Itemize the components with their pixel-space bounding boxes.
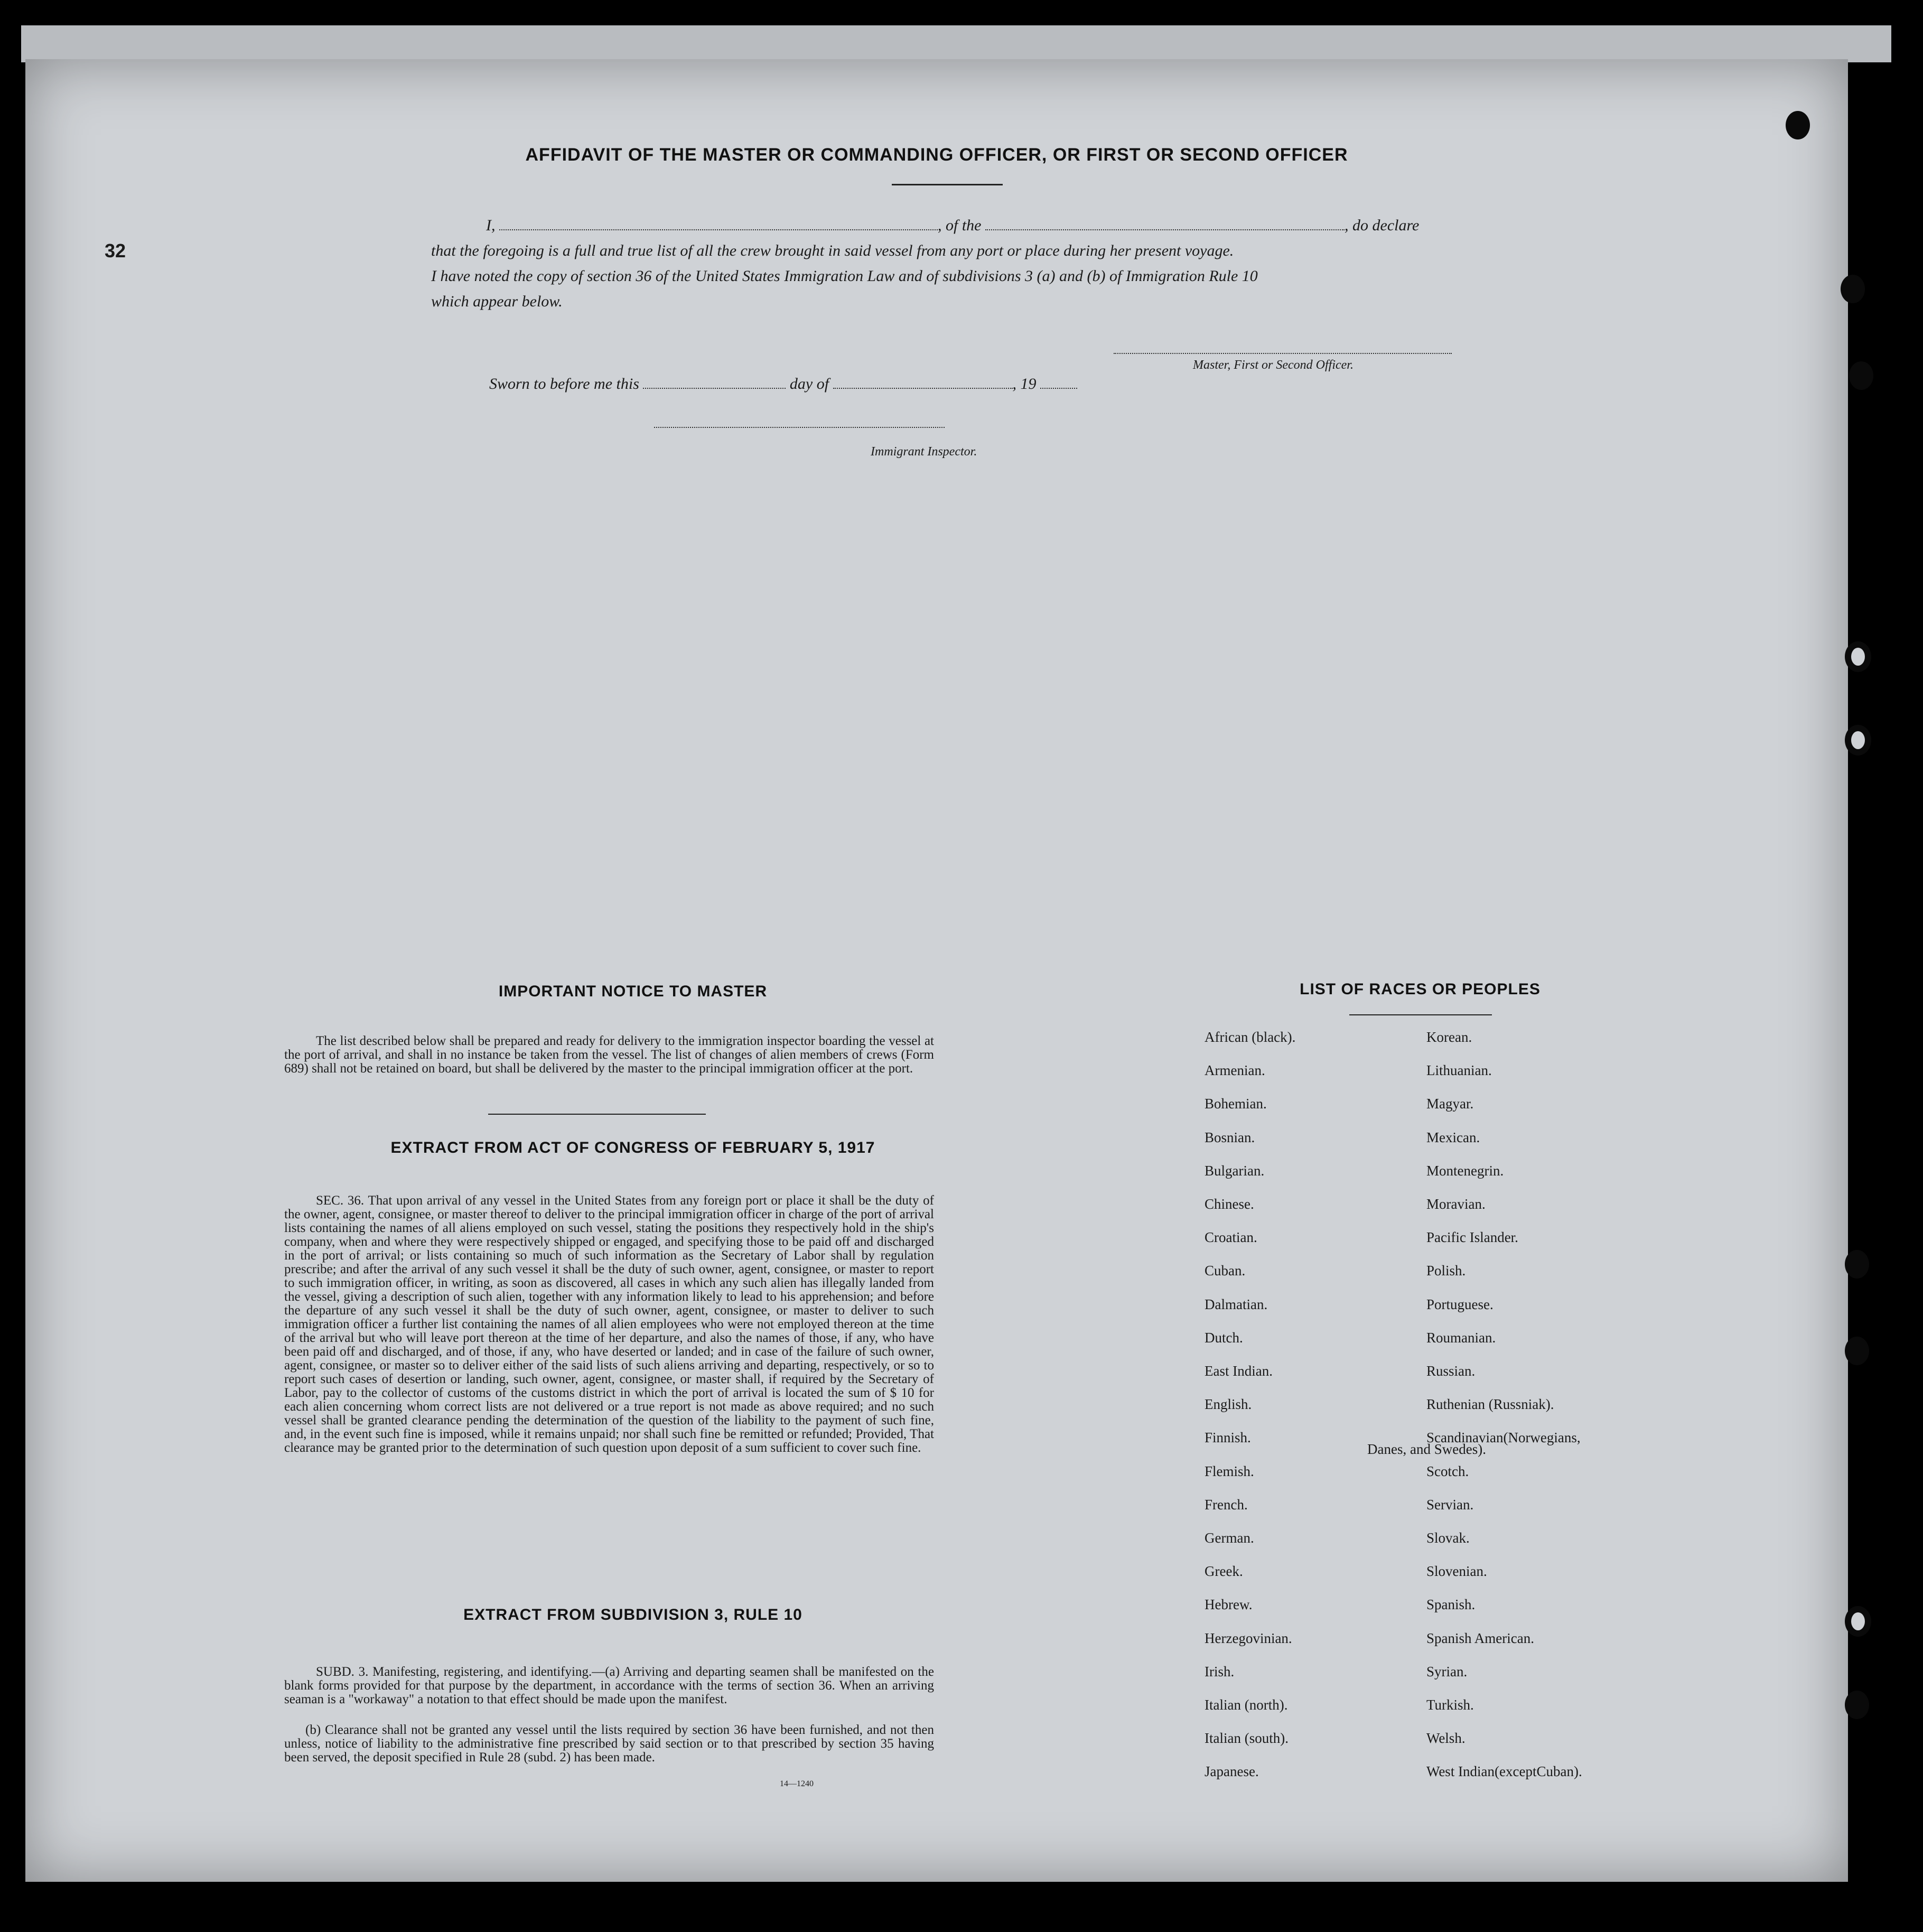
sworn-day-field[interactable] <box>643 377 786 389</box>
act-title: EXTRACT FROM ACT OF CONGRESS OF FEBRUARY 5, 1917 <box>390 1139 875 1156</box>
punch-hole-ring <box>1845 641 1871 672</box>
inspector-signature-line[interactable] <box>654 427 945 428</box>
race-item-continuation: Danes, and Swedes). <box>1367 1441 1486 1457</box>
signature-label: Master, First or Second Officer. <box>1193 358 1353 372</box>
race-item: German. <box>1205 1530 1254 1546</box>
race-item: Ruthenian (Russniak). <box>1426 1396 1554 1413</box>
race-item: Chinese. <box>1205 1196 1254 1212</box>
race-item: Slovak. <box>1426 1530 1470 1546</box>
punch-hole <box>1845 1337 1869 1365</box>
declare-suffix: , do declare <box>1345 217 1420 234</box>
punch-hole <box>1786 111 1810 139</box>
race-item: English. <box>1205 1396 1252 1413</box>
race-item: Moravian. <box>1426 1196 1486 1212</box>
race-item: Slovenian. <box>1426 1563 1487 1580</box>
race-item: Bulgarian. <box>1205 1162 1265 1179</box>
affidavit-line4: which appear below. <box>431 293 563 310</box>
rule-text-a: SUBD. 3. Manifesting, registering, and identifying.—(a) Arriving and departing seamen shall be manifested on the blank forms provided for that purpose by the department, in accordance with the terms of section 36. When an arriving seaman is a "workaway" a notation to that effect should be made upon the manifest. <box>284 1665 934 1706</box>
race-item: Mexican. <box>1426 1129 1480 1145</box>
sworn-day-label: day of <box>789 375 829 393</box>
race-item: Spanish. <box>1426 1597 1476 1613</box>
page-edge-strip <box>21 25 1891 62</box>
race-item: Italian (south). <box>1205 1730 1289 1747</box>
race-item: Scotch. <box>1426 1463 1469 1479</box>
title-divider <box>892 184 1003 185</box>
declarant-name-field[interactable] <box>499 219 938 230</box>
punch-hole <box>1841 275 1865 303</box>
document-sheet <box>25 59 1848 1882</box>
races-divider <box>1349 1014 1492 1015</box>
signature-line[interactable] <box>1114 353 1452 354</box>
rule-text-b: (b) Clearance shall not be granted any vessel until the lists required by section 36 have been furnished, and not then unless, notice of liability to the administrative fine prescribed by said section or to that prescribed by section 35 having been served, the deposit specified in Rule 28 (subd. 2) has been made. <box>284 1723 934 1765</box>
act-text: SEC. 36. That upon arrival of any vessel in the United States from any foreign port or place it shall be the duty of the owner, agent, consignee, or master thereof to deliver to the principal immigration officer in charge of the port of arrival lists containing the names of all aliens employed on such vessel, stating the positions they respectively hold in the ship's company, when and where they were respectively shipped or engaged, and specifying those to be paid off and discharged in the port of arrival; or lists containing so much of such information as the Secretary of Labor shall by regulation prescribe; and after the arrival of any such vessel it shall be the duty of such owner, agent, consignee, or master to report to such immigration officer, in writing, as soon as discovered, all cases in which any such alien has illegally landed from the vessel, giving a description of such alien, together with any information likely to lead to his apprehension; and before the departure of any such vessel it shall be the duty of such owner, agent, consignee, or master to deliver to such immigration officer a further list containing the names of all alien employees who were not employed thereon at the time of the arrival but who will leave port thereon at the time of her departure, and also the names of those, if any, who have been paid off and discharged, and of those, if any, who have deserted or landed; and in case of the failure of such owner, agent, consignee, or master so to deliver either of the said lists of such aliens arriving and departing, respectively, or so to report such cases of desertion or landing, such owner, agent, consignee, or master shall, if required by the Secretary of Labor, pay to the collector of customs of the customs district in which the port of arrival is located the sum of $ 10 for each alien concerning whom correct lists are not delivered or a true report is not made as above required; and no such vessel shall be granted clearance pending the determination of the question of the liability to the payment of such fine, and, in the event such fine is imposed, while it remains unpaid; nor shall such fine be remitted or refunded; Provided, That clearance may be granted prior to the determination of such question upon deposit of a sum sufficient to cover such fine. <box>284 1193 934 1455</box>
race-item: Pacific Islander. <box>1426 1229 1518 1246</box>
race-item: Hebrew. <box>1205 1597 1253 1613</box>
race-item: Croatian. <box>1205 1229 1257 1246</box>
notice-title: IMPORTANT NOTICE TO MASTER <box>498 983 768 1000</box>
race-item: East Indian. <box>1205 1363 1273 1379</box>
punch-hole <box>1845 1691 1869 1719</box>
race-item: Turkish. <box>1426 1697 1474 1713</box>
sworn-prefix: Sworn to before me this <box>489 375 639 393</box>
sworn-line <box>489 375 1077 393</box>
notice-divider <box>488 1114 706 1115</box>
race-item: French. <box>1205 1496 1248 1513</box>
sworn-year-field[interactable] <box>1040 377 1077 389</box>
race-item: Syrian. <box>1426 1663 1468 1679</box>
race-item: Montenegrin. <box>1426 1162 1504 1179</box>
race-item: Greek. <box>1205 1563 1243 1580</box>
race-item: African (black). <box>1205 1029 1296 1045</box>
race-item: Bosnian. <box>1205 1129 1255 1145</box>
race-item: Irish. <box>1205 1663 1235 1679</box>
race-item: Japanese. <box>1205 1763 1259 1780</box>
race-item: Roumanian. <box>1426 1329 1496 1346</box>
race-item: Servian. <box>1426 1496 1474 1513</box>
race-item: Cuban. <box>1205 1263 1246 1279</box>
sworn-month-field[interactable] <box>833 377 1013 389</box>
race-item: Magyar. <box>1426 1096 1474 1112</box>
vessel-name-field[interactable] <box>985 219 1345 230</box>
margin-number: 32 <box>105 240 126 262</box>
punch-hole-ring <box>1845 1606 1871 1637</box>
race-item: Polish. <box>1426 1263 1466 1279</box>
race-item: Armenian. <box>1205 1062 1265 1079</box>
race-item: Flemish. <box>1205 1463 1254 1479</box>
race-item: Bohemian. <box>1205 1096 1267 1112</box>
declarant-prefix: I, <box>486 217 496 234</box>
punch-hole <box>1849 361 1873 390</box>
race-item: Dalmatian. <box>1205 1296 1268 1312</box>
race-item: Spanish American. <box>1426 1630 1534 1646</box>
punch-hole-ring <box>1845 725 1871 755</box>
form-number: 14—1240 <box>780 1779 814 1788</box>
race-item: Welsh. <box>1426 1730 1465 1747</box>
race-item: Scandinavian(Norwegians, <box>1426 1430 1581 1446</box>
race-item: West Indian(exceptCuban). <box>1426 1763 1582 1780</box>
race-item: Herzegovinian. <box>1205 1630 1292 1646</box>
affidavit-title: AFFIDAVIT OF THE MASTER OR COMMANDING OFFICER, OR FIRST OR SECOND OFFICER <box>525 145 1348 165</box>
race-item: Russian. <box>1426 1363 1476 1379</box>
race-item: Korean. <box>1426 1029 1472 1045</box>
race-item: Finnish. <box>1205 1430 1251 1446</box>
sworn-year-label: , 19 <box>1012 375 1037 393</box>
vessel-prefix: , of the <box>938 217 982 234</box>
punch-hole <box>1845 1250 1869 1278</box>
inspector-label: Immigrant Inspector. <box>871 445 977 459</box>
race-item: Portuguese. <box>1426 1296 1493 1312</box>
rule-title: EXTRACT FROM SUBDIVISION 3, RULE 10 <box>463 1606 802 1623</box>
races-title: LIST OF RACES OR PEOPLES <box>1300 981 1541 998</box>
notice-text: The list described below shall be prepared and ready for delivery to the immigration inspector boarding the vessel at the port of arrival, and shall in no instance be taken from the vessel. The list of changes of alien members of crews (Form 689) shall not be retained on board, but shall be delivered by the master to the principal immigration officer at the port. <box>284 1034 934 1076</box>
race-item: Dutch. <box>1205 1329 1243 1346</box>
race-item: Italian (north). <box>1205 1697 1288 1713</box>
affidavit-line3: I have noted the copy of section 36 of the United States Immigration Law and of subdivisions 3 (a) and (b) of Immigration Rule 10 <box>431 267 1258 285</box>
affidavit-line1 <box>486 217 1490 235</box>
affidavit-line2: that the foregoing is a full and true list of all the crew brought in said vessel from any port or place during her present voyage. <box>431 242 1234 259</box>
race-item: Lithuanian. <box>1426 1062 1492 1079</box>
